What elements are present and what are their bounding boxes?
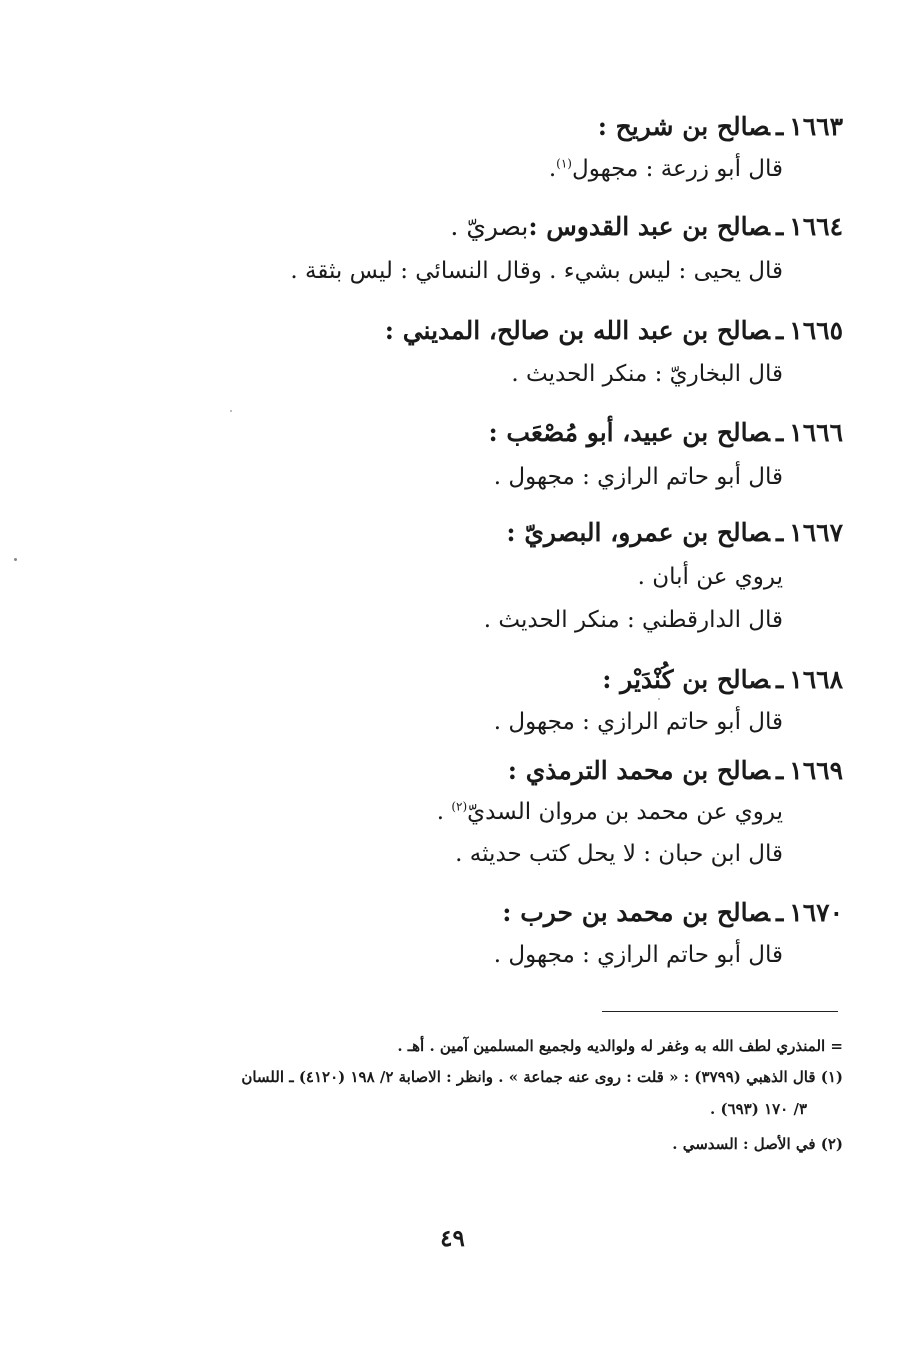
narrator-name: صالح بن عبيد، أبو مُصْعَب [506,418,770,447]
entry-text [455,841,783,867]
line-end: . [548,156,557,182]
footnote-ref: (١) [556,156,572,171]
dash: ـ [775,212,784,241]
narrator-name: صالح بن شريح [615,112,770,141]
dash: ـ [775,112,784,141]
narrator-name: صالح بن محمد الترمذي [525,756,770,785]
entry-number: ١٦٦٤ [789,212,843,241]
entry-line: قال أبو حاتم الرازي : مجهول . [493,942,783,968]
entry-number: ١٦٦٩ [789,756,843,785]
footnote-1: (١) قال الذهبي (٣٧٩٩) : « قلت : روى عنه جماعة » . وانظر : الاصابة ٢/ ١٩٨ (٤١٢٠) ـ اللسان [241,1068,843,1086]
entry-text [290,258,783,284]
entry-number: ١٦٦٨ [789,665,843,694]
scan-speck [14,558,17,561]
entry-text [494,709,783,735]
entry-heading [602,665,843,694]
colon: : [506,518,516,547]
dash: ـ [775,316,784,345]
entry-number: ١٦٦٦ [789,418,843,447]
colon: : [384,316,394,345]
entry-line: قال ابن حبان : لا يحل كتب حديثه . [455,841,783,867]
dash: ـ [775,518,784,547]
dash: ـ [775,665,784,694]
page-number: ٤٩ [440,1225,465,1252]
scan-speck [230,410,232,412]
narrator-name: صالح بن عبد القدوس [546,212,770,241]
colon: : [602,665,612,694]
entry-heading [598,112,843,141]
entry-heading [488,418,843,447]
footnote-1-cont: ٣/ ١٧٠ (٦٩٣) . [710,1100,807,1118]
entry-number: ١٦٧٠ [789,898,843,927]
entry-heading [385,316,843,345]
entry-number: ١٦٦٥ [789,316,843,345]
entry-number: ١٦٦٣ [789,112,843,141]
entry-number: ١٦٦٧ [789,518,843,547]
footnote-rule [602,1011,838,1012]
heading-tail: بصريّ . [450,212,529,241]
footnote-ref: (٢) [451,799,468,814]
entry-line: قال أبو حاتم الرازي : مجهول . [493,464,783,490]
narrator-name: صالح بن عمرو، البصريّ [524,518,770,547]
colon: : [507,756,517,785]
entry-text [494,942,783,968]
entry-heading [450,212,843,241]
entry-line: قال يحيى : ليس بشيء . وقال النسائي : ليس بثقة . [290,258,783,284]
entry-line: قال البخاريّ : منكر الحديث . [511,361,783,387]
entry-text [494,464,783,490]
line-end: . [436,799,452,825]
narrator-name: صالح بن عبد الله بن صالح، المديني [402,316,770,345]
colon: : [502,898,512,927]
entry-line: قال أبو زرعة : مجهول [571,156,783,182]
scan-speck [658,698,660,700]
entry-line: يروي عن محمد بن مروان السديّ [467,799,783,825]
colon: : [528,212,538,241]
entry-line: قال الدارقطني : منكر الحديث . [483,607,783,633]
dash: ـ [775,418,784,447]
colon: : [488,418,498,447]
colon: : [597,112,607,141]
dash: ـ [775,756,784,785]
dash: ـ [775,898,784,927]
entry-heading [508,756,843,785]
entry-text [638,564,783,590]
entry-line: يروي عن أبان . [637,564,783,590]
footnote-continuation: = المنذري لطف الله به وغفر له ولوالديه ولجميع المسلمين آمين . أهـ . [397,1037,843,1055]
entry-text [484,607,783,633]
entry-text [437,799,783,825]
entry-line: قال أبو حاتم الرازي : مجهول . [493,709,783,735]
narrator-name: صالح بن كُنْدَيْر [620,665,770,694]
narrator-name: صالح بن محمد بن حرب [520,898,770,927]
entry-heading [506,518,843,547]
entry-text [511,361,783,387]
entry-text [549,156,783,182]
footnote-2: (٢) في الأصل : السدسي . [672,1135,843,1153]
entry-heading [502,898,843,927]
